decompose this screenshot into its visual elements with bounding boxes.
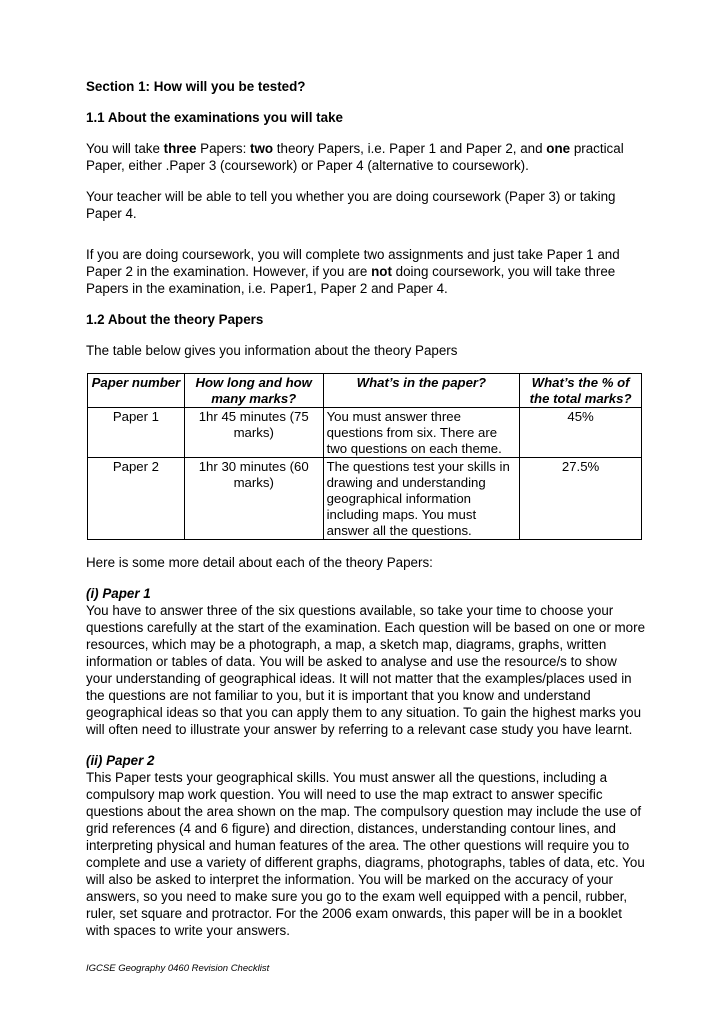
header-paper-number: Paper number xyxy=(88,374,185,408)
cell-content: You must answer three questions from six. There are two questions on each theme. xyxy=(323,408,520,458)
intro-text: doing coursework, you will take three Papers in the examination, i.e. Paper1, Paper 2 and Paper 4. xyxy=(86,264,616,296)
table-header-row xyxy=(88,374,642,408)
subsection-1-1-heading: 1.1 About the examinations you will take xyxy=(86,110,343,125)
theory-papers-table xyxy=(87,373,642,540)
intro-text: If you are doing coursework, you will complete two assignments and just take Paper 1 and Paper 2 in the examination. However, if you are xyxy=(86,247,620,279)
header-duration-marks: How long and how many marks? xyxy=(184,374,323,408)
cell-percentage: 27.5% xyxy=(520,458,642,540)
paper-1-heading: (i) Paper 1 xyxy=(86,586,151,601)
emphasis-two: two xyxy=(250,141,274,156)
page-footer: IGCSE Geography 0460 Revision Checklist xyxy=(86,963,270,974)
paper-2-heading: (ii) Paper 2 xyxy=(86,753,155,768)
header-content: What’s in the paper? xyxy=(323,374,520,408)
table-row xyxy=(88,458,642,540)
table-intro: The table below gives you information about the theory Papers xyxy=(86,343,458,358)
cell-duration: 1hr 30 minutes (60 marks) xyxy=(184,458,323,540)
paper-2-body: This Paper tests your geographical skills. You must answer all the questions, including a compulsory map work question. You will need to use the map extract to answer specific questions about the area shown on the map. The compulsory question may include the use of grid references (4 and 6 figure) and direction, distances, understanding contour lines, and interpreting physical and human features of the area. The other questions will require you to complete and use a variety of different graphs, diagrams, photographs, tables of data, etc. You will also be asked to interpret the information. You will be marked on the accuracy of your answers, so you need to make sure you go to the exam well equipped with a pencil, rubber, ruler, set square and protractor. For the 2006 exam onwards, this paper will be in a booklet with spaces to write your answers. xyxy=(86,770,645,938)
document-page xyxy=(86,78,646,939)
section-title: Section 1: How will you be tested? xyxy=(86,79,306,94)
detail-intro: Here is some more detail about each of the theory Papers: xyxy=(86,555,433,570)
intro-paragraph-2: Your teacher will be able to tell you whether you are doing coursework (Paper 3) or taking Paper 4. xyxy=(86,189,616,221)
intro-text: Papers: xyxy=(196,141,251,156)
cell-content: The questions test your skills in drawing and understanding geographical information including maps. You must answer all the questions. xyxy=(323,458,520,540)
table-row xyxy=(88,408,642,458)
emphasis-not: not xyxy=(371,264,392,279)
header-percentage: What’s the % of the total marks? xyxy=(520,374,642,408)
intro-text: theory Papers, i.e. Paper 1 and Paper 2, and xyxy=(273,141,547,156)
cell-paper: Paper 1 xyxy=(88,408,185,458)
cell-percentage: 45% xyxy=(520,408,642,458)
cell-duration: 1hr 45 minutes (75 marks) xyxy=(184,408,323,458)
intro-text: You will take xyxy=(86,141,164,156)
emphasis-one: one xyxy=(546,141,571,156)
paper-1-body: You have to answer three of the six questions available, so take your time to choose your questions carefully at the start of the examination. Each question will be based on one or more resources, which may be a photograph, a map, a sketch map, diagrams, graphs, written information or tables of data. You will be asked to analyse and use the resource/s to show your understanding of geographical ideas. It will not matter that the examples/places used in the questions are not familiar to you, but it is important that you know and understand geographical ideas so that you can apply them to any situation. To gain the highest marks you will often need to illustrate your answer by referring to a relevant case study you have learnt. xyxy=(86,603,646,737)
intro-text: practical Paper, either .Paper 3 (coursework) or Paper 4 (alternative to coursework). xyxy=(86,141,624,173)
intro-paragraph-1 xyxy=(86,140,646,174)
emphasis-three: three xyxy=(163,141,197,156)
subsection-1-2-heading: 1.2 About the theory Papers xyxy=(86,312,264,327)
intro-paragraph-3 xyxy=(86,246,646,297)
cell-paper: Paper 2 xyxy=(88,458,185,540)
